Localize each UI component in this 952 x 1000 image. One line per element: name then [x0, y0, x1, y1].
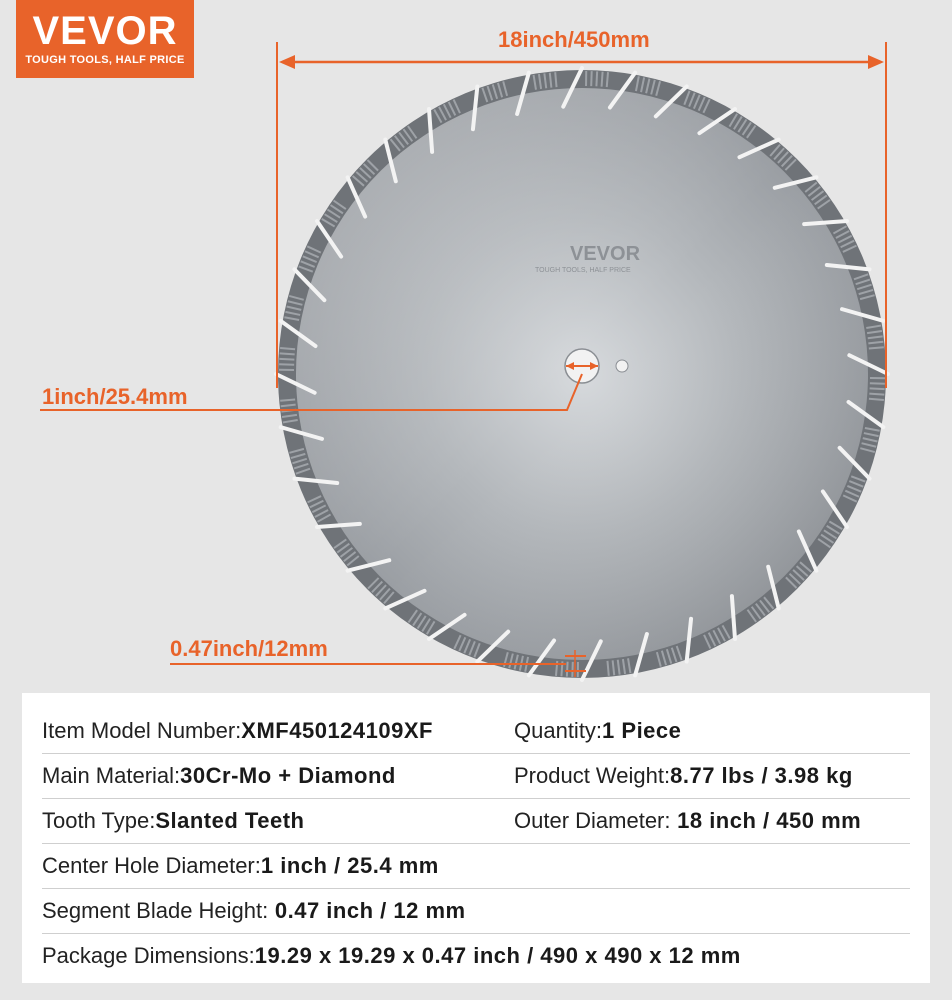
spec-key-quantity: Quantity: [514, 718, 603, 743]
spec-cell [514, 718, 681, 744]
spec-table [22, 693, 930, 983]
spec-value-material: 30Cr-Mo + Diamond [180, 763, 396, 788]
spec-key-weight: Product Weight: [514, 763, 671, 788]
spec-cell [514, 808, 861, 834]
segment-texture-line [869, 399, 884, 400]
spec-key-package: Package Dimensions: [42, 943, 255, 968]
spec-row [42, 709, 910, 754]
spec-cell [42, 853, 439, 879]
segment-texture-line [280, 353, 295, 354]
spec-row [42, 844, 910, 889]
spec-cell [42, 718, 514, 744]
spec-value-package: 19.29 x 19.29 x 0.47 inch / 490 x 490 x 12 mm [254, 943, 741, 968]
segment-height-label: 0.47inch/12mm [170, 636, 328, 661]
spec-cell [42, 898, 466, 924]
spec-key-model: Item Model Number: [42, 718, 242, 743]
segment-texture-line [280, 399, 295, 400]
spec-key-material: Main Material: [42, 763, 181, 788]
spec-value-center-hole: 1 inch / 25.4 mm [260, 853, 439, 878]
blade-printed-tagline: TOUGH TOOLS, HALF PRICE [535, 267, 631, 274]
segment-texture-line [870, 388, 885, 389]
segment-texture-line [869, 394, 884, 395]
logo-tagline: TOUGH TOOLS, HALF PRICE [25, 54, 185, 66]
segment-texture-line [607, 72, 608, 87]
segment-texture-line [869, 347, 884, 348]
segment-texture-line [555, 72, 556, 87]
spec-cell [514, 763, 853, 789]
spec-value-tooth-type: Slanted Teeth [155, 808, 305, 833]
center-hole-label: 1inch/25.4mm [42, 384, 188, 409]
segment-texture-line [567, 662, 568, 677]
spec-cell [42, 808, 514, 834]
outer-dim-arrow-left [279, 55, 295, 69]
spec-key-tooth-type: Tooth Type: [42, 808, 156, 833]
spec-value-segment-height: 0.47 inch / 12 mm [268, 898, 466, 923]
segment-texture-line [607, 661, 608, 676]
pin-hole [616, 360, 628, 372]
segment-texture-line [602, 72, 603, 87]
spec-value-quantity: 1 Piece [602, 718, 682, 743]
segment-texture-line [279, 359, 294, 360]
spec-row [42, 889, 910, 934]
spec-key-outer-diameter: Outer Diameter: [514, 808, 671, 833]
blade-printed-logo: VEVOR [570, 243, 641, 265]
spec-row [42, 799, 910, 844]
segment-texture-line [280, 348, 295, 349]
spec-key-segment-height: Segment Blade Height: [42, 898, 269, 923]
outer-diameter-label: 18inch/450mm [498, 27, 650, 52]
spec-value-outer-diameter: 18 inch / 450 mm [670, 808, 862, 833]
spec-value-weight: 8.77 lbs / 3.98 kg [670, 763, 853, 788]
spec-value-model: XMF450124109XF [241, 718, 433, 743]
spec-cell [42, 763, 514, 789]
segment-texture-line [596, 71, 597, 86]
spec-key-center-hole: Center Hole Diameter: [42, 853, 261, 878]
spec-row [42, 934, 910, 978]
logo-brand-name: VEVOR [32, 9, 178, 53]
spec-row [42, 754, 910, 799]
spec-cell [42, 943, 741, 969]
outer-dim-arrow-right [868, 55, 884, 69]
